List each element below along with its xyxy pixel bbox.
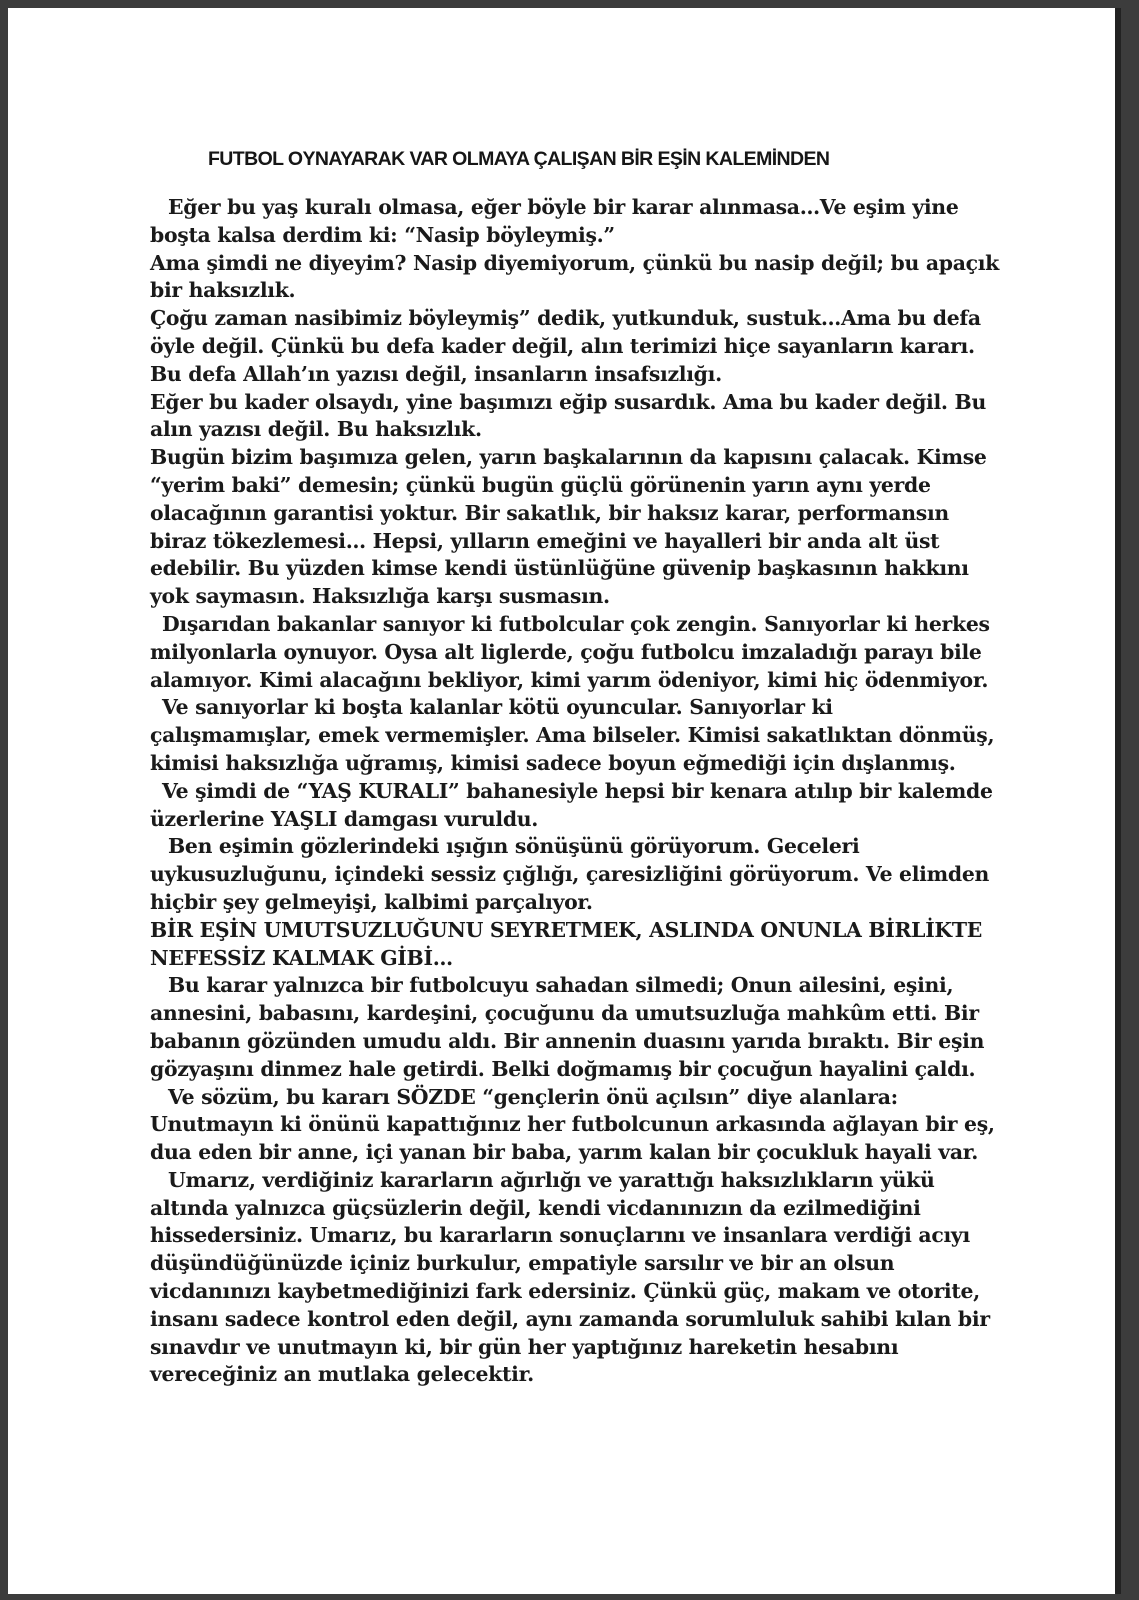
text-line: Unutmayın ki önünü kapattığınız her futbolcunun arkasında ağlayan bir eş, [150, 1112, 995, 1137]
text-line: Bu karar yalnızca bir futbolcuyu sahadan silmedi; Onun ailesini, eşini, [168, 973, 954, 998]
text-line: Eğer bu yaş kuralı olmasa, eğer böyle bir karar alınmasa…Ve eşim yine [168, 195, 959, 219]
document-body [150, 194, 1010, 1389]
text-line: “yerim baki” demesin; çünkü bugün güçlü görünenin yarın aynı yerde [150, 472, 931, 497]
text-line: hiçbir şey gelmeyişi, kalbimi parçalıyor. [150, 889, 593, 914]
text-line: Bugün bizim başımıza gelen, yarın başkalarının da kapısını çalacak. Kimse [150, 445, 987, 470]
text-line: Ama şimdi ne diyeyim? Nasip diyemiyorum, çünkü bu nasip değil; bu apaçık [150, 250, 999, 275]
text-line: öyle değil. Çünkü bu defa kader değil, alın terimizi hiçe sayanların kararı. [150, 333, 975, 358]
text-line: annesini, babasını, kardeşini, çocuğunu da umutsuzluğa mahkûm etti. Bir [150, 1001, 979, 1026]
text-line: çalışmamışlar, emek vermemişler. Ama bilseler. Kimisi sakatlıktan dönmüş, [150, 723, 995, 748]
text-line: üzerlerine YAŞLI damgası vuruldu. [150, 806, 539, 831]
text-line: kimisi haksızlığa uğramış, kimisi sadece boyun eğmediği için dışlanmış. [150, 750, 956, 775]
text-line: hissedersiniz. Umarız, bu kararların sonuçlarını ve insanlara verdiği acıyı [150, 1223, 970, 1248]
text-line: olacağının garantisi yoktur. Bir sakatlık, bir haksız karar, performansın [150, 500, 949, 525]
text-line: vereceğiniz an mutlaka gelecektir. [150, 1362, 534, 1387]
text-line: milyonlarla oynuyor. Oysa alt liglerde, çoğu futbolcu imzaladığı parayı bile [150, 639, 982, 664]
text-line: NEFESSİZ KALMAK GİBİ… [150, 945, 453, 970]
text-line: gözyaşını dinmez hale getirdi. Belki doğmamış bir çocuğun hayalini çaldı. [150, 1056, 976, 1081]
text-line: yok saymasın. Haksızlığa karşı susmasın. [150, 584, 610, 609]
text-line: boşta kalsa derdim ki: “Nasip böyleymiş.” [150, 222, 615, 247]
text-line: düşündüğünüzde içiniz burkulur, empatiyle sarsılır ve bir an olsun [150, 1251, 895, 1276]
text-line: altında yalnızca güçsüzlerin değil, kendi vicdanınızın da ezilmediğini [150, 1195, 921, 1220]
text-line: Dışarıdan bakanlar sanıyor ki futbolcular çok zengin. Sanıyorlar ki herkes [162, 611, 990, 636]
text-line: Umarız, verdiğiniz kararların ağırlığı ve yarattığı haksızlıkların yükü [168, 1167, 935, 1192]
text-line: uykusuzluğunu, içindeki sessiz çığlığı, çaresizliğini görüyorum. Ve elimden [150, 862, 990, 887]
text-line: Ben eşimin gözlerindeki ışığın sönüşünü görüyorum. Geceleri [168, 834, 860, 859]
text-line: sınavdır ve unutmayın ki, bir gün her yaptığınız hareketin hesabını [150, 1334, 899, 1359]
text-line: bir haksızlık. [150, 278, 296, 303]
document-page [8, 8, 1121, 1594]
text-line: Ve sözüm, bu kararı SÖZDE “gençlerin önü açılsın” diye alanlara: [168, 1084, 898, 1109]
text-line: Eğer bu kader olsaydı, yine başımızı eğip susardık. Ama bu kader değil. Bu [150, 389, 986, 414]
text-line: alın yazısı değil. Bu haksızlık. [150, 417, 482, 442]
text-line: biraz tökezlemesi… Hepsi, yılların emeğini ve hayalleri bir anda alt üst [150, 528, 940, 553]
text-line: insanı sadece kontrol eden değil, aynı zamanda sorumluluk sahibi kılan bir [150, 1306, 990, 1331]
text-line: vicdanınızı kaybetmediğinizi fark edersiniz. Çünkü güç, makam ve otorite, [150, 1279, 980, 1304]
text-line: dua eden bir anne, içi yanan bir baba, yarım kalan bir çocukluk hayali var. [150, 1140, 979, 1165]
text-line: Çoğu zaman nasibimiz böyleymiş” dedik, yutkunduk, sustuk…Ama bu defa [150, 306, 981, 331]
text-line: edebilir. Bu yüzden kimse kendi üstünlüğüne güvenip başkasının hakkını [150, 556, 969, 581]
text-line: babanın gözünden umudu aldı. Bir annenin duasını yarıda bıraktı. Bir eşin [150, 1028, 985, 1053]
document-title: FUTBOL OYNAYARAK VAR OLMAYA ÇALIŞAN BİR EŞİN KALEMİNDEN [208, 148, 830, 170]
text-line: BİR EŞİN UMUTSUZLUĞUNU SEYRETMEK, ASLINDA ONUNLA BİRLİKTE [150, 917, 982, 942]
text-line: Ve şimdi de “YAŞ KURALI” bahanesiyle hepsi bir kenara atılıp bir kalemde [162, 778, 993, 803]
text-line: Bu defa Allah’ın yazısı değil, insanların insafsızlığı. [150, 361, 722, 386]
text-line: alamıyor. Kimi alacağını bekliyor, kimi yarım ödeniyor, kimi hiç ödenmiyor. [150, 667, 989, 692]
text-line: Ve sanıyorlar ki boşta kalanlar kötü oyuncular. Sanıyorlar ki [162, 695, 833, 720]
